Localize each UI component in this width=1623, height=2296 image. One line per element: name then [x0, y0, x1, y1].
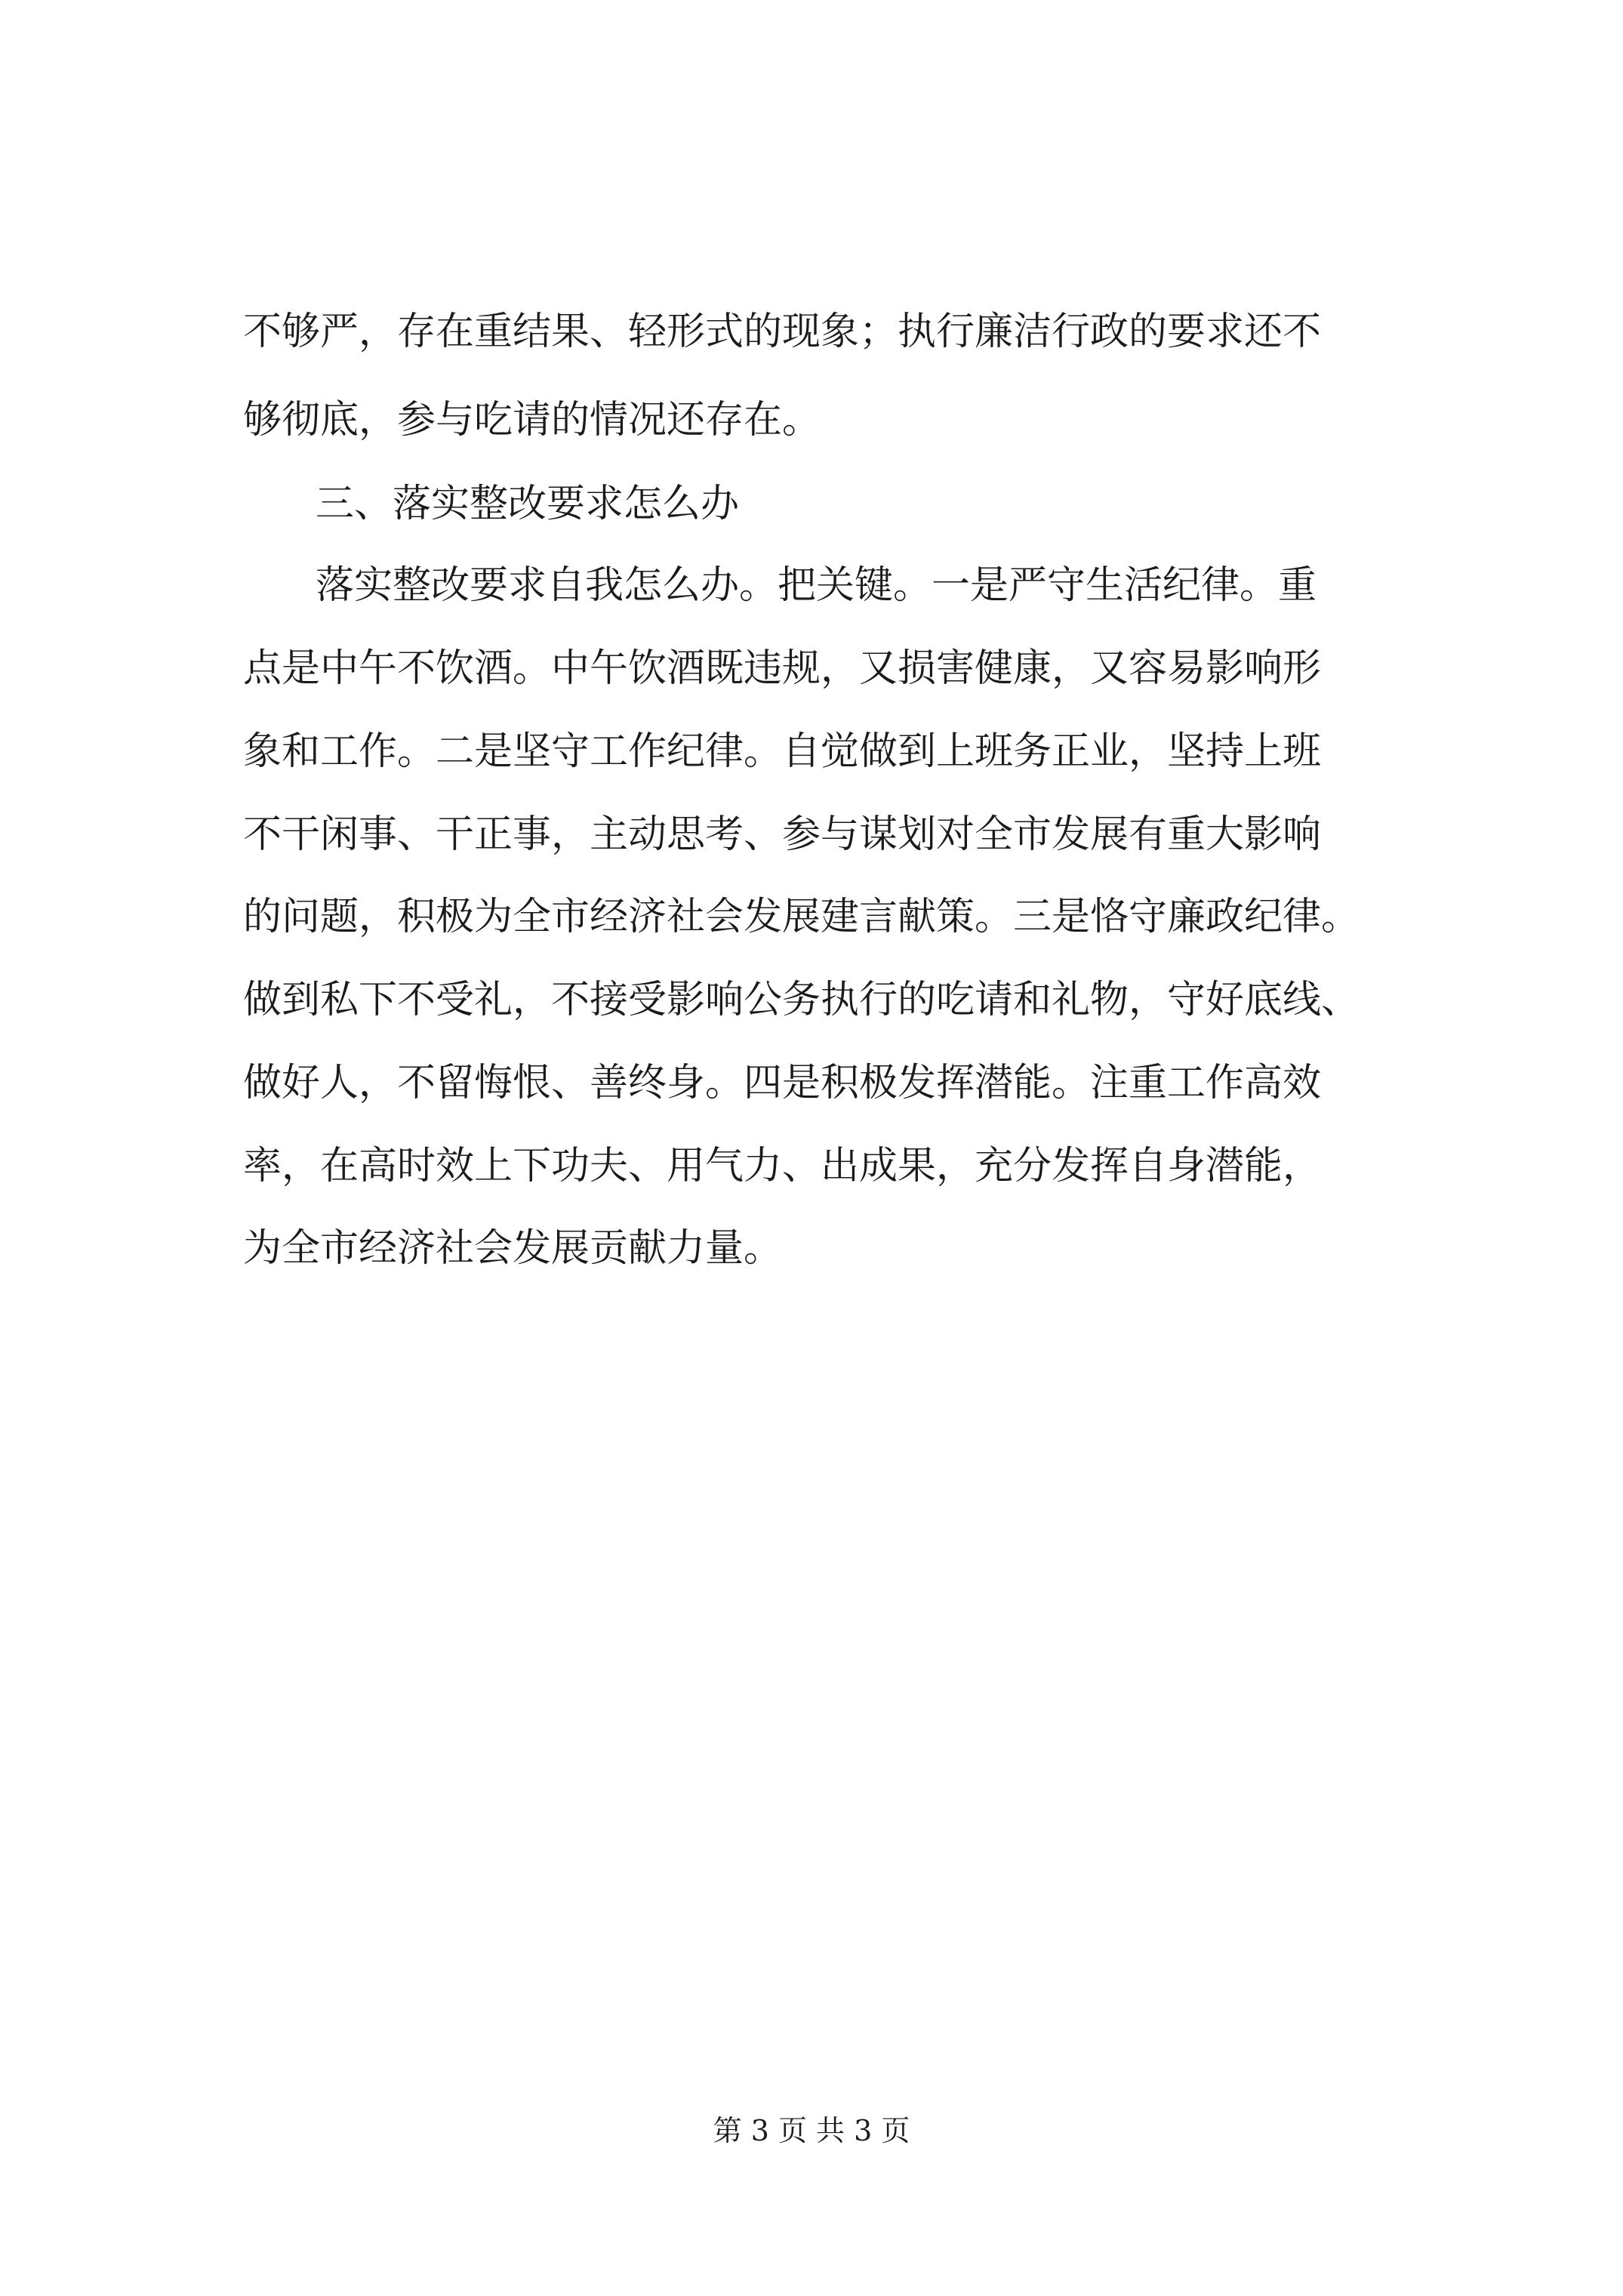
- page-number-footer: 第 3 页 共 3 页: [713, 2114, 910, 2147]
- text-line-6: 象和工作。二是坚守工作纪律。自觉做到上班务正业，坚持上班: [243, 729, 1322, 774]
- text-line-9: 做到私下不受礼，不接受影响公务执行的吃请和礼物，守好底线、: [243, 978, 1360, 1022]
- text-line-4: 落实整改要求自我怎么办。把关键。一是严守生活纪律。重: [316, 563, 1317, 608]
- text-line-2: 够彻底，参与吃请的情况还存在。: [243, 398, 821, 442]
- text-line-11: 率，在高时效上下功夫、用气力、出成果，充分发挥自身潜能，: [243, 1144, 1322, 1188]
- text-line-7: 不干闲事、干正事，主动思考、参与谋划对全市发展有重大影响: [243, 812, 1322, 857]
- text-line-10: 做好人，不留悔恨、善终身。四是积极发挥潜能。注重工作高效: [243, 1061, 1322, 1105]
- text-line-1: 不够严，存在重结果、轻形式的现象；执行廉洁行政的要求还不: [243, 310, 1322, 354]
- section-heading: 三、落实整改要求怎么办: [316, 482, 740, 526]
- text-line-12: 为全市经济社会发展贡献力量。: [243, 1226, 783, 1271]
- text-line-5: 点是中午不饮酒。中午饮酒既违规，又损害健康，又容易影响形: [243, 646, 1322, 691]
- text-line-8: 的问题，积极为全市经济社会发展建言献策。三是恪守廉政纪律。: [243, 895, 1360, 939]
